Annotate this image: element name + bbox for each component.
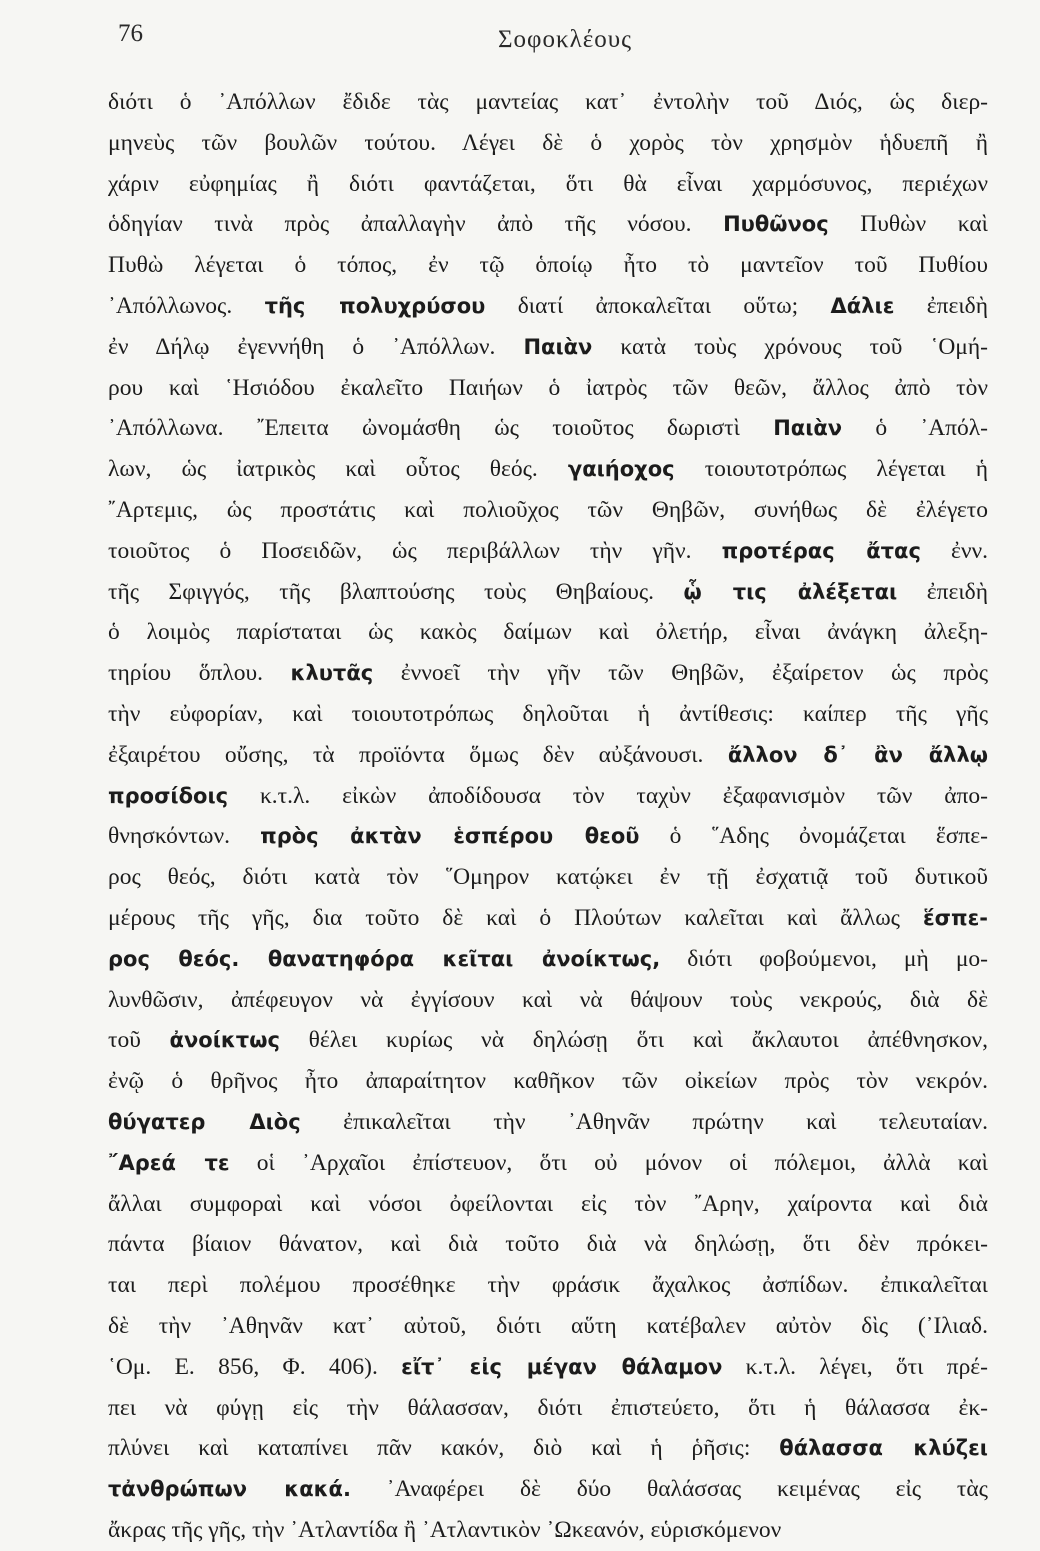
text-line	[108, 694, 988, 735]
text-line	[108, 1469, 988, 1510]
text-run: θέλει κυρίως νὰ δηλώσῃ ὅτι καὶ ἄκλαυτοι ἀπέθνησκον,	[279, 1027, 988, 1054]
text-run: ὁ ῞Αδης ὀνομάζεται ἕσπε-	[639, 823, 988, 850]
text-line	[108, 204, 988, 245]
text-run: τοιουτοτρόπως λέγεται ἡ	[674, 456, 988, 483]
lemma-term: Δάλιε	[830, 293, 895, 318]
text-line	[108, 531, 988, 572]
page-number: 76	[118, 20, 143, 47]
lemma-term: ρος θεός. θανατηφόρα κεῖται ἀνοίκτως,	[108, 946, 661, 971]
text-line	[108, 898, 988, 939]
lemma-term: ᾧ τις ἀλέξεται	[683, 579, 898, 604]
text-line	[108, 82, 988, 123]
text-line	[108, 490, 988, 531]
text-run: τῆς Σφιγγός, τῆς βλαπτούσης τοὺς Θηβαίους.	[108, 578, 684, 605]
text-run: τοῦ	[108, 1027, 170, 1054]
text-run: λων, ὡς ἰατρικὸς καὶ οὗτος θεός.	[108, 456, 568, 483]
text-run: Πυθὼ λέγεται ὁ τόπος, ἐν τῷ ὁποίῳ ἦτο τὸ μαντεῖον τοῦ Πυθίου	[108, 252, 988, 279]
text-line	[108, 980, 988, 1021]
text-run: ρου καὶ ῾Ησιόδου ἐκαλεῖτο Παιήων ὁ ἰατρὸς τῶν θεῶν, ἄλλος ἀπὸ τὸν	[108, 374, 988, 401]
text-line	[108, 1388, 988, 1429]
lemma-term: γαιήοχος	[567, 457, 675, 482]
text-line	[108, 572, 988, 613]
text-run: ἄκρας τῆς γῆς, τὴν ᾽Ατλαντίδα ἢ ᾽Ατλαντικὸν ᾽Ωκεανόν, εὑρισκόμενον	[108, 1516, 782, 1543]
page-header	[108, 18, 988, 58]
lemma-term: Παιὰν	[523, 334, 593, 359]
text-line	[108, 286, 988, 327]
text-run: θνησκόντων.	[108, 823, 261, 850]
text-line	[108, 1428, 988, 1469]
text-line	[108, 368, 988, 409]
lemma-term: τῆς πολυχρύσου	[264, 293, 486, 318]
text-line	[108, 653, 988, 694]
text-run: ὁ λοιμὸς παρίσταται ὡς κακὸς δαίμων καὶ ὀλετήρ, εἶναι ἀνάγκη ἀλεξη-	[108, 619, 988, 646]
text-line	[108, 1143, 988, 1184]
text-run: ἄλλαι συμφοραὶ καὶ νόσοι ὀφείλονται εἰς τὸν ῎Αρην, χαίροντα καὶ διὰ	[108, 1190, 988, 1217]
text-run: Πυθὼν καὶ	[828, 211, 988, 238]
lemma-term: ἕσπε-	[922, 905, 988, 930]
text-run: ᾽Απόλλωνος.	[108, 292, 265, 319]
lemma-term: θύγατερ Διὸς	[108, 1109, 301, 1134]
lemma-term: τἀνθρώπων κακά.	[108, 1477, 351, 1502]
text-line	[108, 1265, 988, 1306]
text-run: δὲ τὴν ᾽Αθηνᾶν κατ᾽ αὐτοῦ, διότι αὕτη κατέβαλεν αὐτὸν δὶς (᾽Ιλιαδ.	[108, 1312, 988, 1339]
lemma-term: ἀνοίκτως	[169, 1028, 280, 1053]
text-line	[108, 1224, 988, 1265]
text-run: ἐνῷ ὁ θρῆνος ἦτο ἀπαραίτητον καθῆκον τῶν οἰκείων πρὸς τὸν νεκρόν.	[108, 1068, 988, 1095]
text-run: ῾Ομ. Ε. 856, Φ. 406).	[108, 1353, 402, 1380]
text-run: ἐπειδὴ	[897, 578, 988, 605]
text-run: μηνεὺς τῶν βουλῶν τούτου. Λέγει δὲ ὁ χορὸς τὸν χρησμὸν ἡδυεπῆ ἢ	[108, 129, 988, 156]
lemma-term: ἄλλον δ᾽ ἂν ἄλλῳ	[727, 742, 988, 767]
text-run: ρος θεός, διότι κατὰ τὸν ῞Ομηρον κατῴκει ἐν τῇ ἐσχατιᾷ τοῦ δυτικοῦ	[108, 864, 988, 891]
text-line	[108, 1184, 988, 1225]
lemma-term: ῎Αρεά τε	[108, 1150, 230, 1175]
running-head: Σοφοκλέους	[498, 26, 632, 53]
lemma-term: Παιὰν	[773, 416, 843, 441]
text-line	[108, 939, 988, 980]
text-run: πλύνει καὶ καταπίνει πᾶν κακόν, διὸ καὶ ἡ ῥῆσις:	[108, 1435, 780, 1462]
text-run: ἐνν.	[920, 537, 988, 564]
lemma-term: προσίδοις	[108, 783, 229, 808]
text-line	[108, 1347, 988, 1388]
text-run: ἐν Δήλῳ ἐγεννήθη ὁ ᾽Απόλλων.	[108, 333, 524, 360]
text-line	[108, 1020, 988, 1061]
text-run: ται περὶ πολέμου προσέθηκε τὴν φράσικ ἄχαλκος ἀσπίδων. ἐπικαλεῖται	[108, 1272, 988, 1299]
text-line	[108, 449, 988, 490]
text-run: διότι φοβούμενοι, μὴ μο-	[660, 945, 988, 972]
text-line	[108, 612, 988, 653]
text-line	[108, 327, 988, 368]
text-run: διότι ὁ ᾽Απόλλων ἔδιδε τὰς μαντείας κατ᾽ ἐντολὴν τοῦ Διός, ὡς διερ-	[108, 89, 988, 115]
text-line	[108, 1306, 988, 1347]
text-line	[108, 408, 988, 449]
lemma-term: θάλασσα κλύζει	[779, 1436, 988, 1461]
text-run: οἱ ᾽Αρχαῖοι ἐπίστευον, ὅτι οὐ μόνον οἱ πόλεμοι, ἀλλὰ καὶ	[229, 1149, 988, 1176]
text-run: ἐπικαλεῖται τὴν ᾽Αθηνᾶν πρώτην καὶ τελευταίαν.	[300, 1108, 988, 1135]
text-line	[108, 857, 988, 898]
commentary-text	[108, 82, 988, 1551]
text-run: ᾽Απόλλωνα. ῎Επειτα ὠνομάσθη ὡς τοιοῦτος δωριστὶ	[108, 415, 774, 442]
text-line	[108, 123, 988, 164]
text-run: διατί ἀποκαλεῖται οὕτω;	[485, 292, 831, 319]
text-line	[108, 735, 988, 776]
text-run: ῎Αρτεμις, ὡς προστάτις καὶ πολιοῦχος τῶν Θηβῶν, συνήθως δὲ ἐλέγετο	[108, 496, 988, 523]
text-line	[108, 816, 988, 857]
lemma-term: προτέρας ἄτας	[721, 538, 921, 563]
text-run: ἐπειδὴ	[894, 292, 988, 319]
text-run: ᾽Αναφέρει δὲ δύο θαλάσσας κειμένας εἰς τὰς	[350, 1476, 988, 1503]
text-run: πάντα βίαιον θάνατον, καὶ διὰ τοῦτο διὰ νὰ δηλώσῃ, ὅτι δὲν πρόκει-	[108, 1231, 988, 1258]
text-line	[108, 1510, 988, 1551]
lemma-term: Πυθῶνος	[723, 212, 829, 237]
text-run: τοιοῦτος ὁ Ποσειδῶν, ὡς περιβάλλων τὴν γῆν.	[108, 537, 722, 564]
text-line	[108, 245, 988, 286]
text-line	[108, 1102, 988, 1143]
text-line	[108, 1061, 988, 1102]
lemma-term: πρὸς ἀκτὰν ἑσπέρου θεοῦ	[260, 824, 640, 849]
text-run: κ.τ.λ. λέγει, ὅτι πρέ-	[722, 1353, 988, 1380]
text-run: πει νὰ φύγῃ εἰς τὴν θάλασσαν, διότι ἐπιστεύετο, ὅτι ἡ θάλασσα ἐκ-	[108, 1394, 988, 1421]
text-run: ὁ ᾽Απόλ-	[842, 415, 988, 442]
text-run: κ.τ.λ. εἰκὼν ἀποδίδουσα τὸν ταχὺν ἐξαφανισμὸν τῶν ἀπο-	[228, 782, 988, 809]
text-run: μέρους τῆς γῆς, δια τοῦτο δὲ καὶ ὁ Πλούτων καλεῖται καὶ ἄλλως	[108, 904, 923, 931]
text-run: ὁδηγίαν τινὰ πρὸς ἀπαλλαγὴν ἀπὸ τῆς νόσου.	[108, 211, 724, 238]
lemma-term: κλυτᾶς	[290, 661, 374, 686]
text-run: λυνθῶσιν, ἀπέφευγον νὰ ἐγγίσουν καὶ νὰ θάψουν τοὺς νεκρούς, διὰ δὲ	[108, 986, 988, 1013]
text-run: ἐξαιρέτου οὔσης, τὰ προϊόντα ὅμως δὲν αὐξάνουσι.	[108, 741, 728, 768]
text-run: τηρίου ὅπλου.	[108, 660, 291, 687]
text-run: τὴν εὐφορίαν, καὶ τοιουτοτρόπως δηλοῦται ἡ ἀντίθεσις: καίπερ τῆς γῆς	[108, 700, 988, 727]
text-run: κατὰ τοὺς χρόνους τοῦ ῾Ομή-	[592, 333, 988, 360]
text-run: ἐννοεῖ τὴν γῆν τῶν Θηβῶν, ἐξαίρετον ὡς πρὸς	[373, 660, 988, 687]
text-line	[108, 776, 988, 817]
text-line	[108, 164, 988, 205]
text-run: χάριν εὐφημίας ἢ διότι φαντάζεται, ὅτι θὰ εἶναι χαρμόσυνος, περιέχων	[108, 170, 988, 197]
lemma-term: εἴτ᾽ εἰς μέγαν θάλαμον	[401, 1354, 723, 1379]
